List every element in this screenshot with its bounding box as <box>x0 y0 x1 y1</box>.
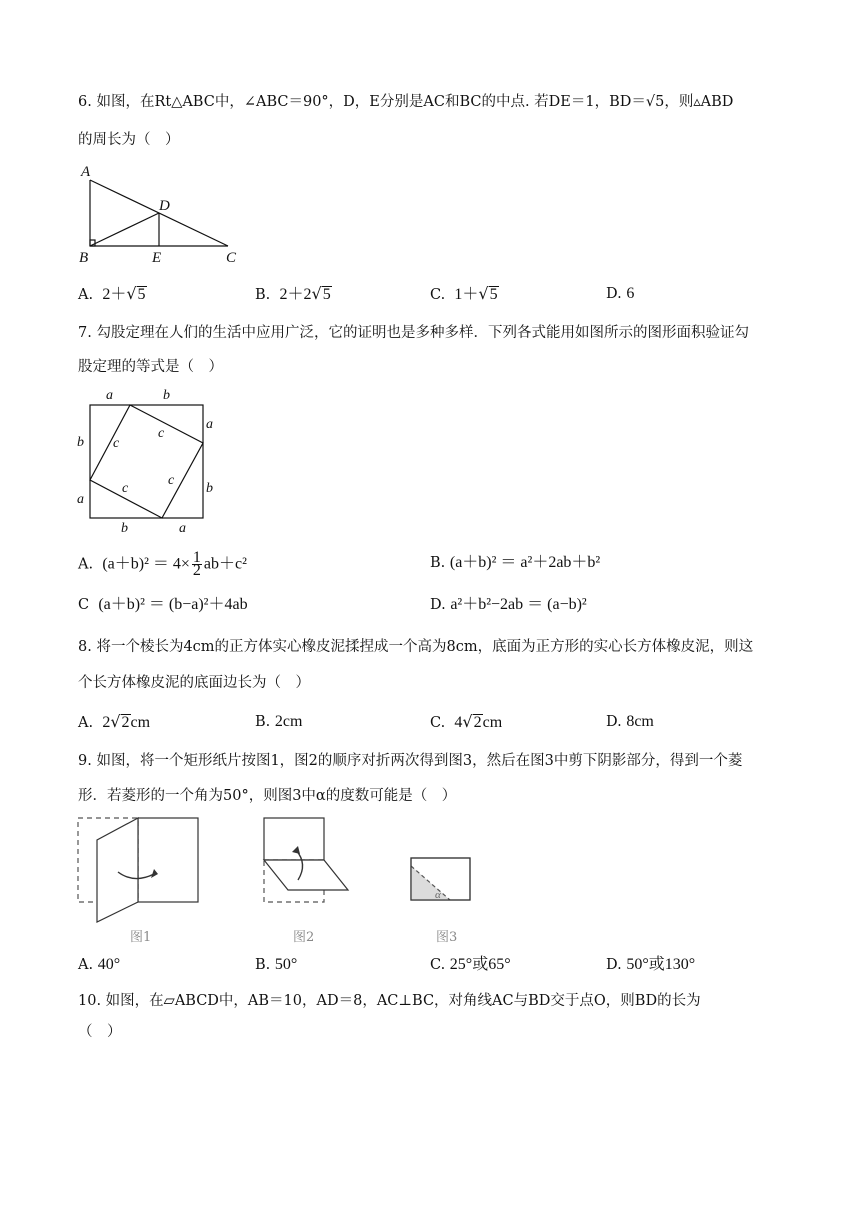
q9-stem-line1: 9. 如图，将一个矩形纸片按图1，图2的顺序对折两次得到图3，然后在图3中剪下阴影部分，得到一个菱 <box>78 753 743 769</box>
q6-label-a: A <box>81 164 91 180</box>
q6-stem-line2: 的周长为（ ） <box>78 132 180 148</box>
q9-figure-3 <box>411 858 470 901</box>
q6-triangle-figure <box>72 160 252 270</box>
q6-stem-line1: 6. 如图，在Rt△ABC中，∠ABC＝90°，D，E分别是AC和BC的中点. 若DE＝1，BD＝√5，则▵ABD <box>78 94 734 110</box>
q7-label-bottom-b: b <box>121 521 128 535</box>
q6-label-d: D <box>159 198 170 214</box>
q7-label-right-b: b <box>206 481 213 496</box>
q9-stem-line2: 形．若菱形的一个角为50°，则图3中α的度数可能是（ ） <box>78 788 457 804</box>
q6-label-c: C <box>226 250 237 266</box>
q8-stem-line2: 个长方体橡皮泥的底面边长为（ ） <box>78 675 310 691</box>
q7-stem-line2: 股定理的等式是（ ） <box>78 359 223 375</box>
q9-figure-1 <box>78 818 198 922</box>
q6-option-c[interactable]: C. 1＋√5 <box>430 284 498 303</box>
q7-label-left-b: b <box>77 435 84 450</box>
q7-option-b[interactable]: B. (a＋b)² ＝ a²＋2ab＋b² <box>430 554 601 571</box>
q9-caption-3: 图3 <box>436 930 458 945</box>
q6-label-e: E <box>152 250 162 266</box>
q6-option-b[interactable]: B. 2＋2√5 <box>255 284 331 303</box>
q9-option-d[interactable]: D. 50°或130° <box>606 956 696 973</box>
q7-square-figure <box>72 385 232 535</box>
q7-option-a[interactable]: A. (a＋b)² ＝ 4× $\frac{1}{2}$ ab＋c² <box>78 549 247 579</box>
q8-option-c[interactable]: C. 4√2cm <box>430 712 503 731</box>
q7-stem-line1: 7. 勾股定理在人们的生活中应用广泛，它的证明也是多种多样．下列各式能用如图所示的图形面积验证勾 <box>78 325 749 341</box>
q7-label-c1: c <box>113 436 120 451</box>
q7-label-c3: c <box>122 481 129 496</box>
q7-label-bottom-a: a <box>179 521 186 535</box>
q10-stem-line1: 10. 如图，在▱ABCD中，AB＝10，AD＝8，AC⊥BC，对角线AC与BD交于点O，则BD的长为 <box>78 993 701 1009</box>
q7-label-right-a: a <box>206 417 213 432</box>
q7-label-left-a: a <box>77 492 84 507</box>
q9-option-b[interactable]: B. 50° <box>255 956 298 973</box>
q8-option-d[interactable]: D. 8cm <box>606 713 654 730</box>
q7-label-top-a: a <box>106 388 113 403</box>
q6-label-b: B <box>79 250 89 266</box>
q9-option-c[interactable]: C. 25°或65° <box>430 956 511 973</box>
q9-caption-1: 图1 <box>130 930 152 945</box>
q7-option-d[interactable]: D. a²＋b²−2ab ＝ (a−b)² <box>430 596 587 613</box>
q7-label-c2: c <box>158 426 165 441</box>
q7-option-c[interactable]: C (a＋b)² ＝ (b−a)²＋4ab <box>78 596 248 613</box>
q7-label-top-b: b <box>163 388 170 403</box>
q10-stem-line2: （ ） <box>78 1024 122 1040</box>
q9-alpha-label: α <box>435 889 441 901</box>
q6-option-d[interactable]: D. 6 <box>606 285 635 302</box>
q8-option-b[interactable]: B. 2cm <box>255 713 303 730</box>
q9-figure-2 <box>264 818 348 902</box>
q9-caption-2: 图2 <box>293 930 315 945</box>
q6-option-a[interactable]: A. 2＋√5 <box>78 284 146 303</box>
q9-option-a[interactable]: A. 40° <box>78 956 121 973</box>
q8-stem-line1: 8. 将一个棱长为4cm的正方体实心橡皮泥揉捏成一个高为8cm，底面为正方形的实心长方体橡皮泥，则这 <box>78 639 754 655</box>
q8-option-a[interactable]: A. 2√2cm <box>78 712 151 731</box>
q9-folding-figures <box>70 810 490 930</box>
q7-label-c4: c <box>168 473 175 488</box>
